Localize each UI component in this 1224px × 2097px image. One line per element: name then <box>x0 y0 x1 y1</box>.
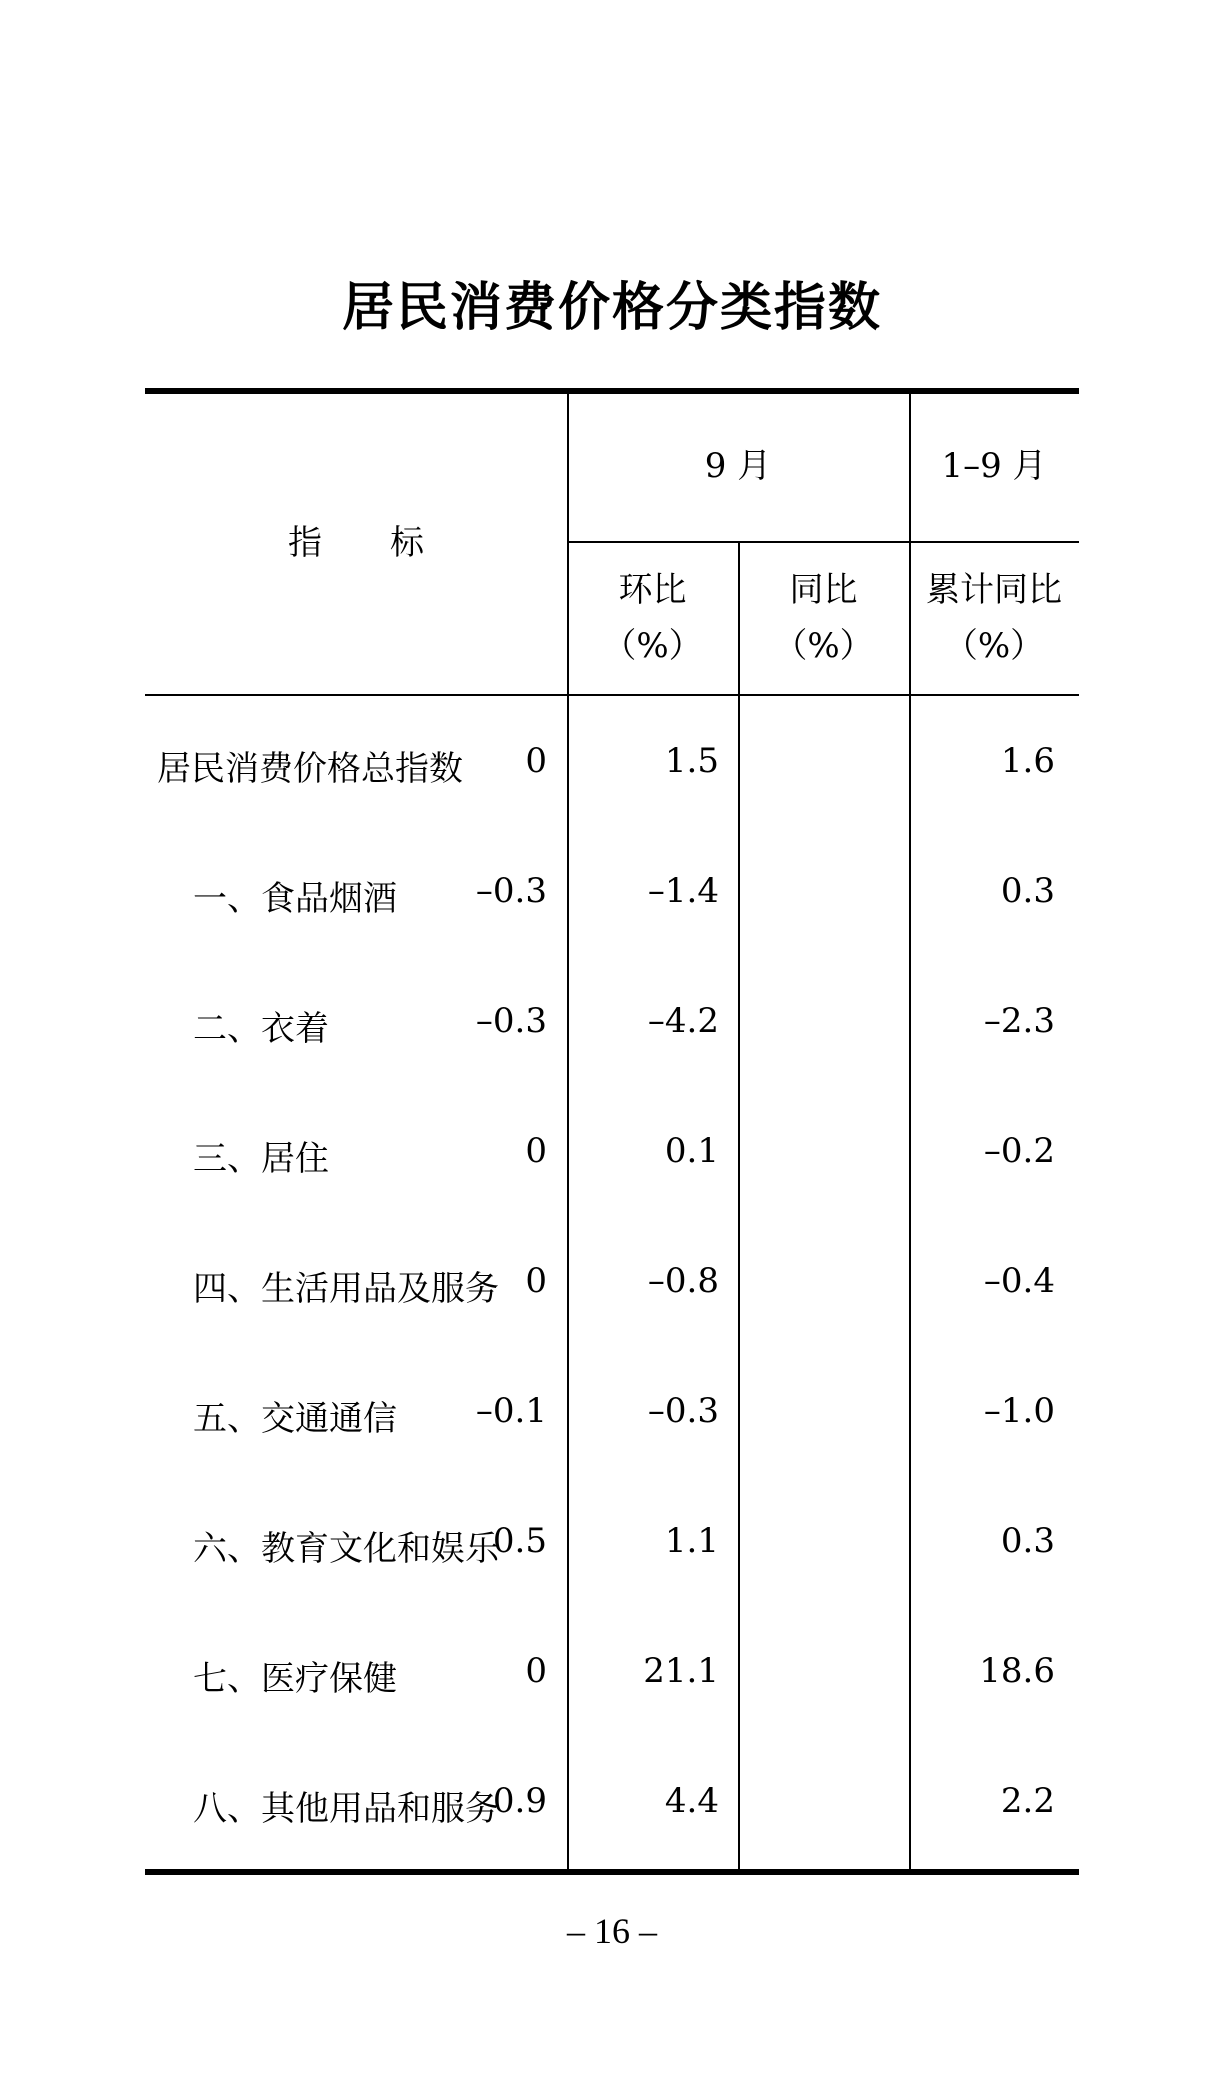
cell-ytd: –0.4 <box>983 1261 1055 1301</box>
row-label-household: 四、生活用品及服务 <box>193 1269 499 1309</box>
cell-yoy: 21.1 <box>643 1651 719 1691</box>
table-bottom-rule <box>145 1869 1079 1875</box>
cell-yoy: –4.2 <box>647 1001 719 1041</box>
cell-yoy: 1.5 <box>664 741 719 781</box>
cell-mom: 0 <box>525 741 547 781</box>
cell-ytd: –0.2 <box>983 1131 1055 1171</box>
cell-yoy: 1.1 <box>664 1521 719 1561</box>
cell-ytd: –1.0 <box>983 1391 1055 1431</box>
header-indicator: 指 标 <box>288 523 424 563</box>
cell-yoy: 4.4 <box>664 1781 719 1821</box>
cell-ytd: 2.2 <box>1000 1781 1055 1821</box>
cell-yoy: –0.8 <box>647 1261 719 1301</box>
cpi-table <box>145 388 1079 1875</box>
cell-yoy: 0.1 <box>664 1131 719 1171</box>
row-label-total: 居民消费价格总指数 <box>157 749 463 789</box>
row-label-education: 六、教育文化和娱乐 <box>193 1529 499 1569</box>
header-ytd-yoy: 累计同比 <box>926 570 1062 610</box>
row-label-healthcare: 七、医疗保健 <box>193 1659 397 1699</box>
header-yoy: 同比 <box>789 570 858 610</box>
header-mid-rule <box>567 541 1079 543</box>
col-divider-2 <box>738 541 740 1871</box>
cell-yoy: –1.4 <box>647 871 719 911</box>
cell-ytd: 1.6 <box>1000 741 1055 781</box>
row-label-transport: 五、交通通信 <box>193 1399 397 1439</box>
cell-mom: 0 <box>525 1261 547 1301</box>
header-bottom-rule <box>145 694 1079 696</box>
cell-mom: 0.9 <box>492 1781 547 1821</box>
header-month: 9 月 <box>704 446 772 486</box>
cell-mom: 0 <box>525 1131 547 1171</box>
cell-ytd: –2.3 <box>983 1001 1055 1041</box>
page-number: – 16 – <box>567 1911 657 1951</box>
cell-mom: –0.1 <box>475 1391 547 1431</box>
row-label-clothing: 二、衣着 <box>193 1009 329 1049</box>
cell-mom: –0.3 <box>475 871 547 911</box>
cell-ytd: 0.3 <box>1000 871 1055 911</box>
page-title: 居民消费价格分类指数 <box>341 278 882 338</box>
cell-yoy: –0.3 <box>647 1391 719 1431</box>
header-mom: 环比 <box>618 570 687 610</box>
table-top-rule <box>145 388 1079 394</box>
header-ytd: 1–9 月 <box>941 446 1047 486</box>
header-mom-unit: （%） <box>602 626 703 666</box>
cell-mom: 0 <box>525 1651 547 1691</box>
cell-ytd: 18.6 <box>979 1651 1055 1691</box>
row-label-housing: 三、居住 <box>193 1139 329 1179</box>
header-yoy-unit: （%） <box>773 626 874 666</box>
cell-mom: 0.5 <box>492 1521 547 1561</box>
cell-ytd: 0.3 <box>1000 1521 1055 1561</box>
cell-mom: –0.3 <box>475 1001 547 1041</box>
header-ytd-yoy-unit: （%） <box>943 626 1045 666</box>
row-label-other: 八、其他用品和服务 <box>193 1789 499 1829</box>
row-label-food: 一、食品烟酒 <box>193 879 397 919</box>
